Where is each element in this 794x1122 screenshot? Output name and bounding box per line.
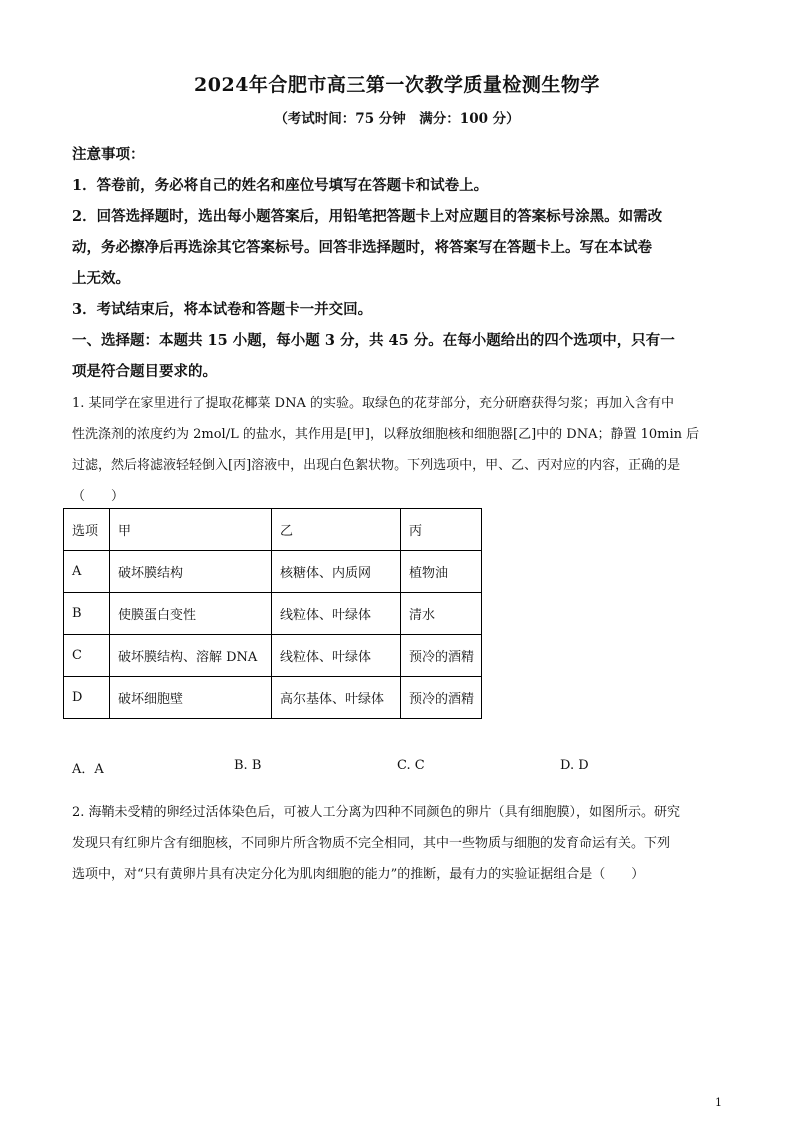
notice-heading: 注意事项：	[72, 146, 145, 163]
notice-line: 3．考试结束后，将本试卷和答题卡一并交回。	[72, 301, 373, 318]
section-heading: 一、选择题：本题共 15 小题，每小题 3 分，共 45 分。在每小题给出的四个选项中，只有一	[72, 332, 675, 349]
table-cell: B	[64, 593, 110, 635]
notice-line: 1．答卷前，务必将自己的姓名和座位号填写在答题卡和试卷上。	[72, 177, 489, 194]
question-1-text: 1. 某同学在家里进行了提取花椰菜 DNA 的实验。取绿色的花芽部分，充分研磨获得匀浆；再加入含有中	[72, 396, 674, 411]
table-header-cell: 乙	[272, 509, 401, 551]
table-cell: 破坏膜结构	[110, 551, 272, 593]
table-row	[64, 677, 482, 719]
table-cell: C	[64, 635, 110, 677]
table-cell: 植物油	[401, 551, 482, 593]
answer-option-d: D. D	[560, 758, 589, 773]
table-cell: D	[64, 677, 110, 719]
question-1-text: （ ）	[72, 489, 125, 504]
table-header-cell: 甲	[110, 509, 272, 551]
page-number: 1	[715, 1096, 722, 1109]
table-cell: 预冷的酒精	[401, 677, 482, 719]
table-cell: 预冷的酒精	[401, 635, 482, 677]
table-cell: 高尔基体、叶绿体	[272, 677, 401, 719]
question-2-text: 选项中，对“只有黄卵片具有决定分化为肌肉细胞的能力”的推断，最有力的实验证据组合是（ ）	[72, 867, 645, 882]
question-1-text: 性洗涤剂的浓度约为 2mol/L 的盐水，其作用是[甲]，以释放细胞核和细胞器[乙]中的 DNA；静置 10min 后	[72, 427, 700, 442]
table-cell: 线粒体、叶绿体	[272, 635, 401, 677]
notice-line: 动，务必擦净后再选涂其它答案标号。回答非选择题时，将答案写在答题卡上。写在本试卷	[72, 239, 652, 256]
answer-option-b: B. B	[234, 758, 262, 773]
question-1-text: 过滤，然后将滤液轻轻倒入[丙]溶液中，出现白色絮状物。下列选项中，甲、乙、丙对应的内容，正确的是	[72, 458, 681, 473]
table-cell: A	[64, 551, 110, 593]
question-2-text: 发现只有红卵片含有细胞核，不同卵片所含物质不完全相同，其中一些物质与细胞的发育命运有关。下列	[72, 836, 671, 851]
table-row	[64, 593, 482, 635]
table-header-cell: 丙	[401, 509, 482, 551]
answer-option-c: C. C	[397, 758, 425, 773]
notice-line: 2．回答选择题时，选出每小题答案后，用铅笔把答题卡上对应题目的答案标号涂黑。如需改	[72, 208, 663, 225]
question-2-text: 2. 海鞘未受精的卵经过活体染色后，可被人工分离为四种不同颜色的卵片（具有细胞膜），如图所示。研究	[72, 805, 681, 820]
section-heading: 项是符合题目要求的。	[72, 363, 217, 380]
table-cell: 破坏膜结构、溶解 DNA	[110, 635, 272, 677]
table-row	[64, 635, 482, 677]
exam-info: （考试时间：75 分钟 满分：100 分）	[274, 111, 520, 127]
table-cell: 核糖体、内质网	[272, 551, 401, 593]
table-cell: 破坏细胞壁	[110, 677, 272, 719]
page-title: 2024年合肥市高三第一次教学质量检测生物学	[194, 74, 600, 96]
table-header-row	[64, 509, 482, 551]
table-row	[64, 551, 482, 593]
notice-line: 上无效。	[72, 270, 130, 287]
table-header-cell: 选项	[64, 509, 110, 551]
options-table	[63, 508, 482, 719]
table-cell: 使膜蛋白变性	[110, 593, 272, 635]
answer-option-a: A．A	[72, 762, 104, 777]
table-cell: 线粒体、叶绿体	[272, 593, 401, 635]
table-cell: 清水	[401, 593, 482, 635]
